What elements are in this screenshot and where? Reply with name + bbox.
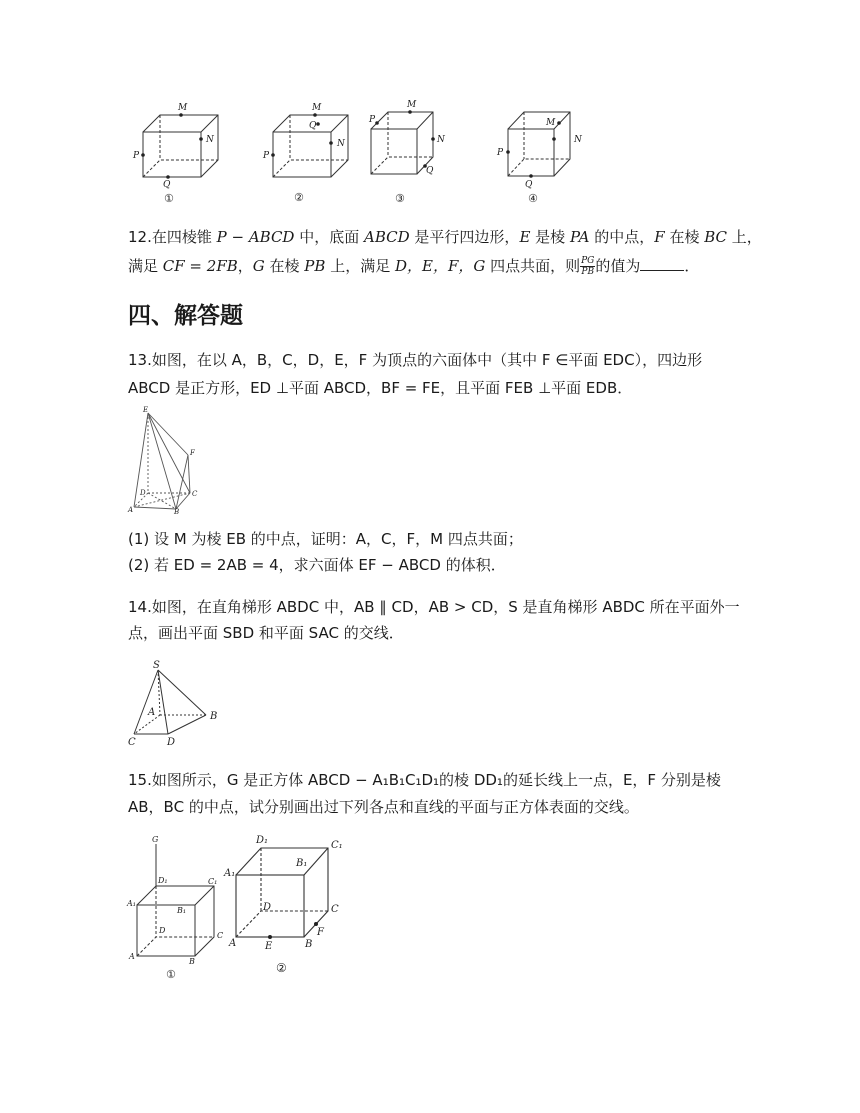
q15f1-label-a: A (129, 952, 135, 961)
q14-label-c: C (128, 737, 136, 748)
section-heading: 四、解答题 (128, 303, 243, 329)
q12-line1: 12.在四棱锥 P − ABCD 中，底面 ABCD 是平行四边形，E 是棱 PA 的中点，F 在棱 BC 上， (128, 228, 762, 246)
q15f2-label-b: B (305, 939, 313, 950)
q14-line2: 点，画出平面 SBD 和平面 SAC 的交线． (128, 624, 404, 642)
q13-line2: ABCD 是正方形，ED ⊥平面 ABCD，BF = FE，且平面 FEB ⊥平面 EDB． (128, 379, 633, 397)
q15-line2: AB，BC 的中点，试分别画出过下列各点和直线的平面与正方体表面的交线。 (128, 798, 639, 816)
q15f1-label-d1: D₁ (158, 876, 168, 885)
fig1-caption: ① (164, 192, 174, 205)
fig3-label-p: P (369, 115, 376, 125)
q15-fig1-caption: ① (166, 968, 176, 981)
q13-sub2: (2) 若 ED = 2AB = 4，求六面体 EF − ABCD 的体积． (128, 556, 506, 574)
cube-figure-3 (371, 112, 433, 174)
q13-sub1: (1) 设 M 为棱 EB 的中点，证明：A，C，F，M 四点共面； (128, 530, 523, 548)
q15f2-label-f: F (317, 927, 324, 938)
fraction-pg-pb: $\frac{PG}{PB}$ (581, 256, 595, 277)
q13-label-e: E (143, 406, 149, 414)
fig3-label-n: N (437, 135, 445, 145)
q13-label-b: B (174, 508, 180, 515)
q15f2-label-a: A (229, 938, 237, 949)
q15f2-label-c: C (331, 904, 339, 915)
fig2-label-n: N (337, 139, 345, 149)
cube-figure-4 (508, 112, 570, 176)
fig2-caption: ② (294, 191, 304, 204)
q14-label-s: S (153, 660, 160, 671)
q15f1-label-g: G (152, 835, 159, 844)
q14-figure (124, 658, 224, 748)
fig4-label-n: N (574, 135, 582, 145)
q15f1-label-d: D (159, 926, 166, 935)
q15-cube-figure-1 (137, 844, 214, 956)
q15f2-label-c1: C₁ (331, 840, 343, 851)
q15f1-label-a1: A₁ (127, 899, 136, 908)
fig2-label-m: M (312, 103, 322, 113)
fig1-label-q: Q (163, 180, 171, 190)
fig4-label-q: Q (525, 180, 533, 190)
q13-figure (126, 403, 216, 515)
fig4-label-m: M (546, 118, 556, 128)
fig1-label-p: P (133, 151, 140, 161)
q15f1-label-b: B (189, 957, 195, 966)
fig3-label-q: Q (426, 166, 434, 176)
q15f2-label-d: D (263, 902, 272, 913)
q15f2-label-b1: B₁ (296, 858, 308, 869)
q14-line1: 14.如图，在直角梯形 ABDC 中，AB ∥ CD，AB > CD，S 是直角梯形 ABDC 所在平面外一 (128, 598, 740, 616)
q14-label-a: A (148, 707, 156, 718)
cube-figures-row (0, 0, 860, 210)
fig1-label-m: M (178, 103, 188, 113)
q13-label-d: D (140, 489, 146, 497)
q15f2-label-d1: D₁ (256, 835, 269, 846)
q15-figures (120, 828, 360, 988)
q15f1-label-c1: C₁ (208, 877, 218, 886)
fig1-label-n: N (206, 135, 214, 145)
q15f2-label-a1: A₁ (224, 868, 236, 879)
q14-label-d: D (167, 737, 176, 748)
q13-label-a: A (128, 506, 134, 514)
q13-label-f: F (190, 449, 195, 457)
q13-label-c: C (192, 490, 198, 498)
fig3-caption: ③ (395, 192, 405, 205)
q15f2-label-e: E (265, 941, 273, 952)
q13-line1: 13.如图，在以 A，B，C，D，E，F 为顶点的六面体中（其中 F ∈平面 EDC），四边形 (128, 351, 703, 369)
q12-line2: 满足 CF = 2FB，G 在棱 PB 上，满足 D，E，F，G 四点共面，则 $\frac{PG}{PB}$ 的值为 ． (128, 256, 700, 277)
q14-label-b: B (210, 711, 218, 722)
q15f1-label-b1: B₁ (177, 906, 187, 915)
fig3-label-m: M (407, 100, 417, 110)
fig2-label-p: P (263, 151, 270, 161)
answer-blank (640, 256, 684, 271)
q15-line1: 15.如图所示，G 是正方体 ABCD − A₁B₁C₁D₁的棱 DD₁的延长线上一点，E，F 分别是棱 (128, 771, 721, 789)
q15f1-label-c: C (217, 931, 224, 940)
fig4-label-p: P (497, 148, 504, 158)
cube-figure-1 (143, 115, 218, 177)
fig2-label-q: Q (309, 121, 317, 131)
q15-fig2-caption: ② (276, 961, 287, 975)
fig4-caption: ④ (528, 192, 538, 205)
